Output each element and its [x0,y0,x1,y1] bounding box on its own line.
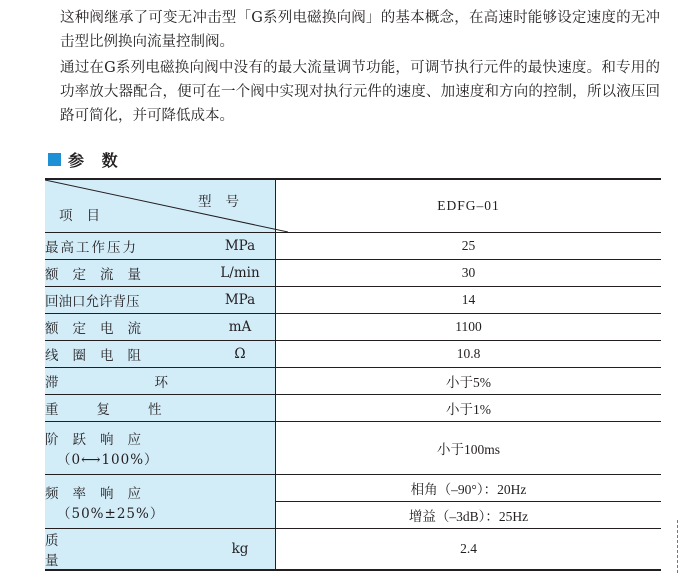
table-row [45,287,661,314]
row-value: 1100 [276,314,662,341]
table-row-freq-response-1 [45,475,661,502]
square-marker-icon [48,153,61,166]
row-unit: Ω [205,341,276,368]
row-unit: L/min [205,260,276,287]
header-item-label: 项目 [59,208,114,224]
row-unit: mA [205,314,276,341]
parameters-table [45,178,661,571]
row-value: 10.8 [276,341,662,368]
table-row [45,341,661,368]
row-label: 频率响应 [45,485,155,502]
row-label: 质量 [45,529,205,571]
header-model: EDFG–01 [276,179,662,233]
row-sublabel: （50%±25%） [57,505,165,522]
row-label: 重复性 [45,395,276,422]
row-value: 小于100ms [276,422,662,475]
row-label: 阶跃响应 [45,432,155,448]
intro-paragraph-2: 通过在G系列电磁换向阀中没有的最大流量调节功能，可调节执行元件的最快速度。和专用的功率放大器配合，便可在一个阀中实现对执行元件的速度、加速度和方向的控制，所以液压回路可简化，并可降低成本。 [60,60,660,124]
intro-paragraph-1: 这种阀继承了可变无冲击型「G系列电磁换向阀」的基本概念，在高速时能够设定速度的无冲击型比例换向流量控制阀。 [60,10,660,50]
row-label: 额定电流 [45,314,205,341]
row-label-block [45,475,276,529]
row-value-gain: 增益（–3dB）：25Hz [276,502,662,529]
row-value: 小于5% [276,368,662,395]
row-sublabel: （0⟷100%） [57,452,159,468]
row-value: 2.4 [276,529,662,571]
table-row [45,233,661,260]
row-label: 线圈电阻 [45,341,205,368]
row-label-block [45,422,276,475]
row-value-phase: 相角（–90°）：20Hz [276,475,662,502]
page-edge-mark [677,520,679,573]
table-row [45,260,661,287]
row-unit: MPa [205,287,276,314]
row-value: 30 [276,260,662,287]
row-value: 14 [276,287,662,314]
section-heading [48,148,124,170]
header-type-label: 型号 [198,194,253,210]
table-header-row [45,179,661,233]
row-unit: MPa [205,233,276,260]
section-title: 参 数 [68,150,124,170]
row-label: 额定流量 [45,260,205,287]
table-row [45,529,661,571]
row-unit: kg [205,529,276,571]
row-label: 滞环 [45,368,276,395]
header-diagonal-cell [45,179,276,233]
row-label: 最高工作压力 [45,233,205,260]
table-row-step-response [45,422,661,475]
table-row [45,314,661,341]
table-row [45,368,661,395]
table-row [45,395,661,422]
row-value: 小于1% [276,395,662,422]
row-label: 回油口允许背压 [45,287,205,314]
row-value: 25 [276,233,662,260]
